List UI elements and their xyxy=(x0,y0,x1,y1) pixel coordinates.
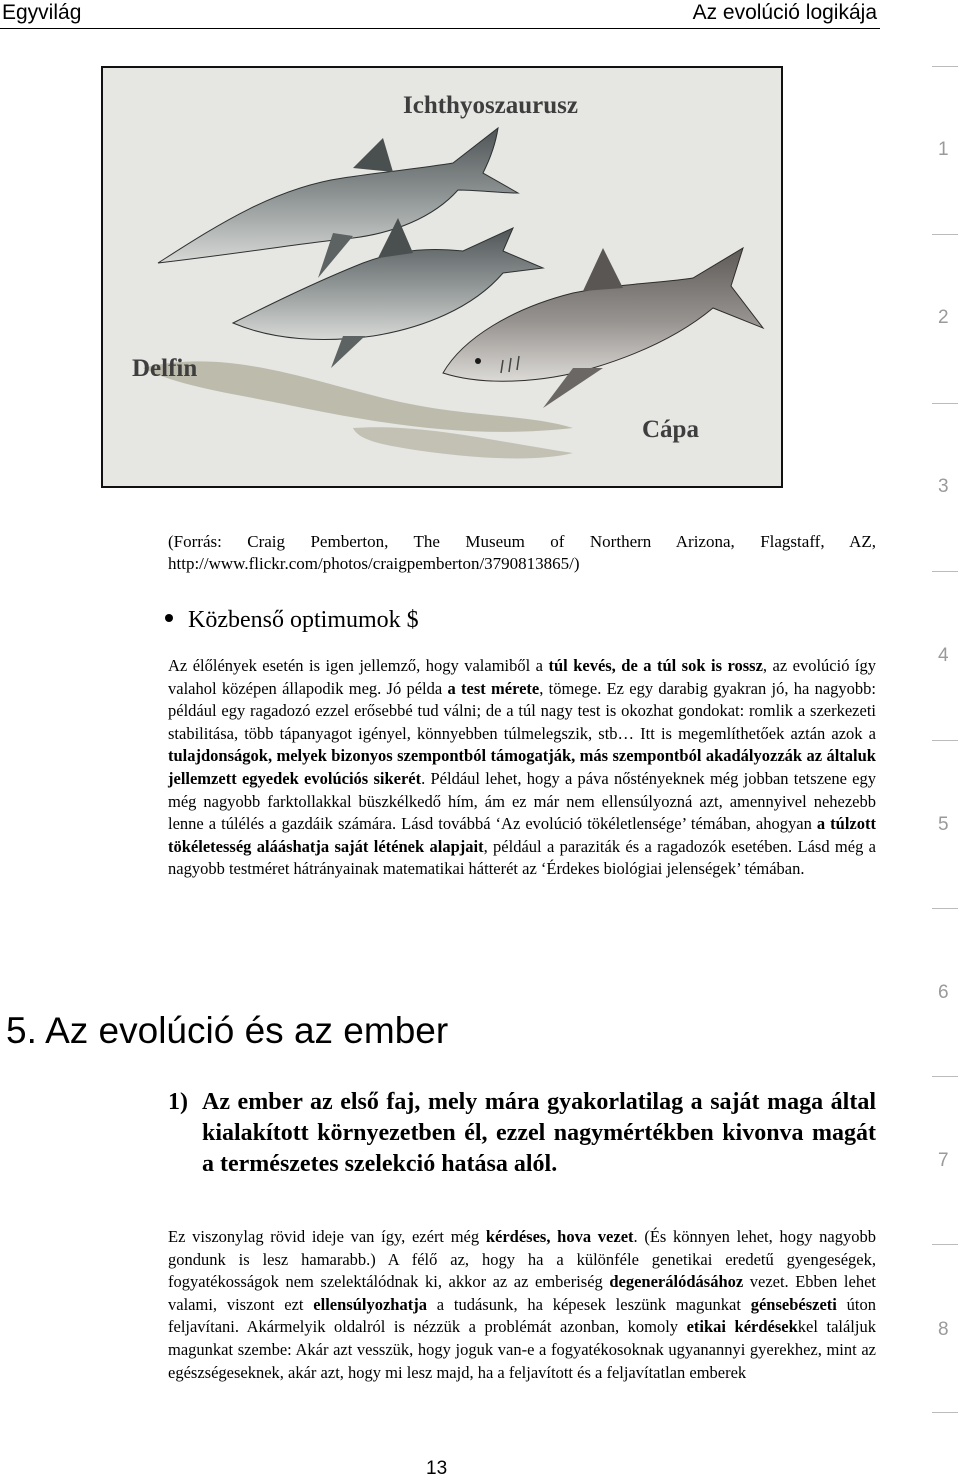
margin-number: 5 xyxy=(938,814,949,835)
label-dolphin: Delfin xyxy=(132,355,198,382)
header-left: Egyvilág xyxy=(2,1,82,24)
margin-divider xyxy=(932,571,958,572)
para-text: a tudásunk, ha képesek leszünk magunkat xyxy=(426,1294,751,1314)
para-bold: a túlzott tökéletesség alááshatja saját létének alapjait xyxy=(168,814,876,856)
para-bold: ellensúlyozhatja xyxy=(313,1294,427,1314)
margin-divider xyxy=(932,740,958,741)
para-text: vezet. Ebben lehet valami, viszont ezt xyxy=(168,1272,876,1314)
paragraph-human-evolution xyxy=(168,1226,876,1384)
margin-divider xyxy=(932,403,958,404)
margin-number: 4 xyxy=(938,645,949,666)
para-text: Ez viszonylag rövid ideje van így, ezért még xyxy=(168,1227,486,1246)
margin-divider xyxy=(932,1076,958,1077)
figure-caption-line-1: (Forrás: Craig Pemberton, The Museum of Northern Arizona, Flagstaff, AZ, xyxy=(168,532,876,551)
para-bold: etikai kérdések xyxy=(686,1317,798,1337)
page-header xyxy=(0,0,880,29)
margin-number: 3 xyxy=(938,476,949,497)
figure-caption-line-2: http://www.flickr.com/photos/craigpemberton/3790813865/) xyxy=(168,554,580,573)
margin-divider xyxy=(932,234,958,235)
bullet-item xyxy=(165,607,419,634)
para-bold: a test mérete xyxy=(447,678,540,698)
para-text: kel találjuk magunkat szembe: Akár azt vesszük, hogy joguk van-e a fogyatékosoknak ugyanannyi gyerekhez, mint az egészségeseknek, akár azt, hogy mi lesz majd, ha a feljavított és a feljavítatlan emberek xyxy=(168,1317,876,1382)
para-bold: kérdéses, hova vezet xyxy=(485,1227,634,1246)
item-number: 1) xyxy=(168,1089,188,1115)
para-text: , az evolúció így valahol középen állapodik meg. Jó példa xyxy=(168,656,876,698)
margin-divider xyxy=(932,1244,958,1245)
para-text: Az élőlények esetén is igen jellemző, hogy valamiből a xyxy=(168,656,549,675)
para-text: úton feljavítani. Akármelyik oldalról is nézzük a problémát azonban, komoly xyxy=(168,1294,876,1337)
bullet-dot-icon xyxy=(165,614,173,622)
margin-divider xyxy=(932,908,958,909)
para-bold: génsebészeti xyxy=(750,1294,837,1314)
margin-number: 1 xyxy=(938,139,949,160)
bullet-text: Közbenső optimumok $ xyxy=(188,607,419,633)
margin-number: 7 xyxy=(938,1150,949,1171)
label-ichthyosaur: Ichthyoszaurusz xyxy=(403,92,579,119)
para-text: , például a paraziták és a ragadozók esetében. Lásd még a nagyobb testméret hátrányainak matematikai hátterét az ‘Érdekes biológiai jelenségek’ témában. xyxy=(168,836,876,879)
margin-number: 6 xyxy=(938,982,949,1003)
margin-number: 2 xyxy=(938,307,949,328)
marine-animals-illustration xyxy=(101,66,783,488)
para-text: . Például lehet, hogy a páva nőstényeknek még jobban tetszene egy még nagyobb farktollakkal büszkélkedő hím, ám ez már nem ellensúlyozná azt, amennyivel nehezebb lenne a túlélés a gazdáik számára. Lásd továbbá ‘Az evolúció tökéletlensége’ témában, ahogyan xyxy=(168,768,876,834)
para-text: , tömege. Ez egy darabig gyakran jó, ha nagyobb: például egy ragadozó ezzel erősebbé tud válni; de a túl nagy test is okozhat gondokat: romlik a szerkezeti stabilitása, több tápanyagot igényel, könnyebben túlmelegszik, stb… Itt is megemlíthetőek aztán azok a xyxy=(168,678,876,743)
label-shark: Cápa xyxy=(642,416,699,443)
paragraph-optimum xyxy=(168,655,876,881)
section-heading: 5. Az evolúció és az ember xyxy=(6,1010,449,1051)
margin-divider xyxy=(932,1412,958,1413)
para-bold: túl kevés, de a túl sok is rossz xyxy=(548,656,763,675)
item-text: Az ember az első faj, mely mára gyakorlatilag a saját maga által kialakított környezetben él, ezzel nagymértékben kivonva magát a természetes szelekció hatása alól. xyxy=(202,1089,876,1177)
para-bold: degenerálódásához xyxy=(609,1272,744,1292)
header-right: Az evolúció logikája xyxy=(692,1,877,24)
margin-divider xyxy=(932,66,958,67)
para-bold: tulajdonságok, melyek bizonyos szempontból támogatják, más szempontból akadályozzák az általuk jellemzett egyedek evolúciós sikerét xyxy=(168,746,876,788)
margin-number: 8 xyxy=(938,1319,949,1340)
para-text: . (És könnyen lehet, hogy nagyobb gondunk is lesz hamarabb.) A félő az, hogy ha a különféle genetikai eredetű gyengeségek, fogyatékosságok nem szelektálódnak ki, akkor az az emberiség xyxy=(168,1227,876,1292)
page-number: 13 xyxy=(426,1458,448,1479)
